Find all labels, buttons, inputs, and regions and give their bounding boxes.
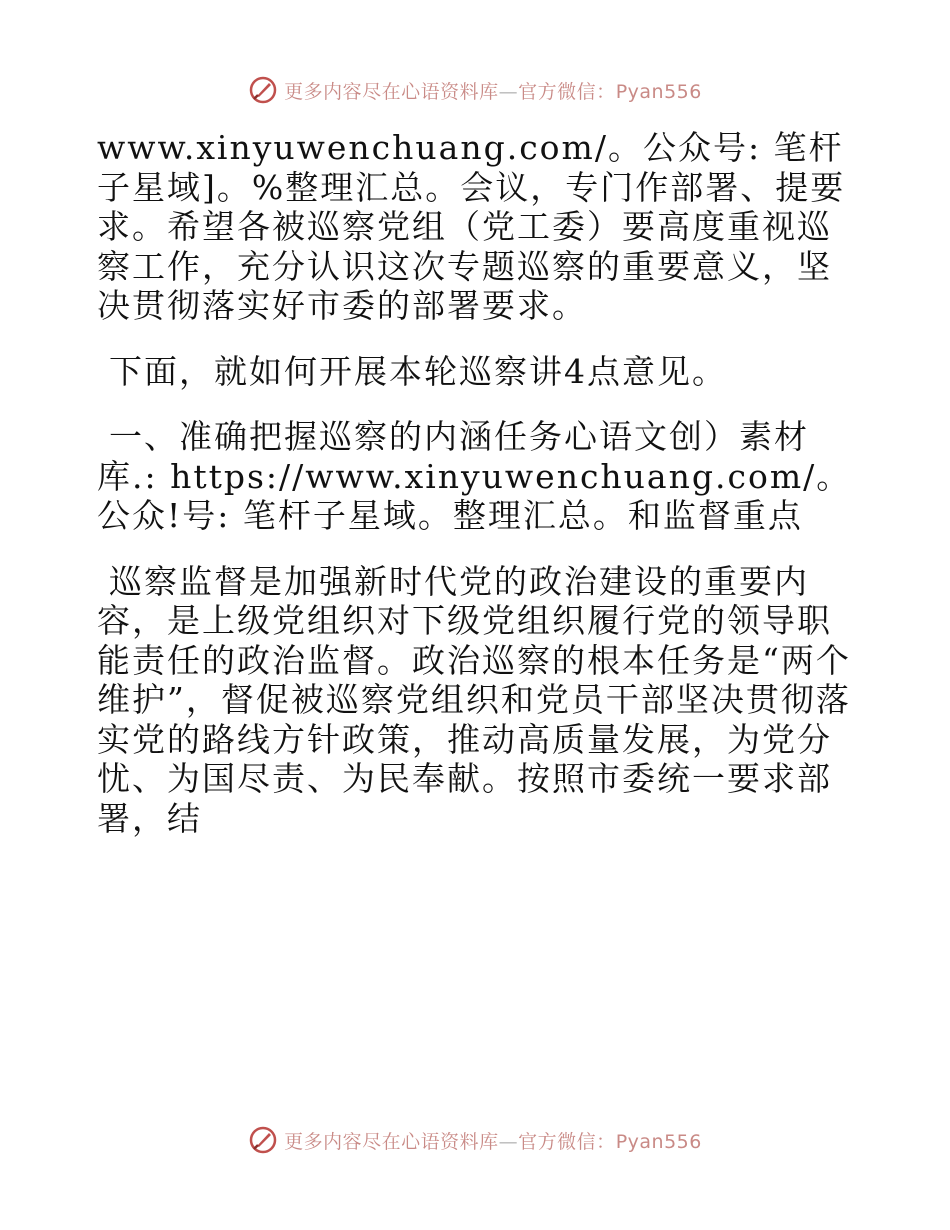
watermark-cn: 更多内容尽在心语资料库 — [284, 1130, 499, 1153]
watermark-text — [284, 77, 702, 104]
quill-logo-icon — [248, 1125, 278, 1155]
watermark-wechat-label: 官方微信： — [518, 80, 616, 103]
watermark-wechat-label: 官方微信： — [518, 1130, 616, 1153]
quill-logo-icon — [248, 75, 278, 105]
watermark-separator: — — [498, 1130, 519, 1153]
paragraph-1: www.xinyuwenchuang.com/。公众号: 笔杆子星域]。%整理汇总。会议，专门作部署、提要求。希望各被巡察党组（党工委）要高度重视巡察工作，充分认识这次专题巡察的重要意义，坚决贯彻落实好市委的部署要求。 — [97, 128, 846, 325]
paragraph-2: 下面，就如何开展本轮巡察讲4点意见。 — [109, 351, 727, 391]
watermark-cn: 更多内容尽在心语资料库 — [284, 80, 499, 103]
header-watermark — [0, 70, 950, 110]
document-body — [97, 128, 857, 864]
footer-watermark — [0, 1120, 950, 1160]
section-heading-1: 一、准确把握巡察的内涵任务心语文创）素材库.: https://www.xinyuwenchuang.com/。公众!号: 笔杆子星域。整理汇总。和监督重点 — [97, 417, 852, 535]
watermark-text — [284, 1127, 702, 1154]
paragraph-3: 巡察监督是加强新时代党的政治建设的重要内容，是上级党组织对下级党组织履行党的领导职能责任的政治监督。政治巡察的根本任务是“两个维护”，督促被巡察党组织和党员干部坚决贯彻落实党的路线方针政策，推动高质量发展，为党分忧、为国尽责、为民奉献。按照市委统一要求部署，结 — [97, 561, 851, 838]
watermark-wechat-id: Pyan556 — [615, 1130, 702, 1153]
watermark-wechat-id: Pyan556 — [615, 80, 702, 103]
watermark-separator: — — [498, 80, 519, 103]
